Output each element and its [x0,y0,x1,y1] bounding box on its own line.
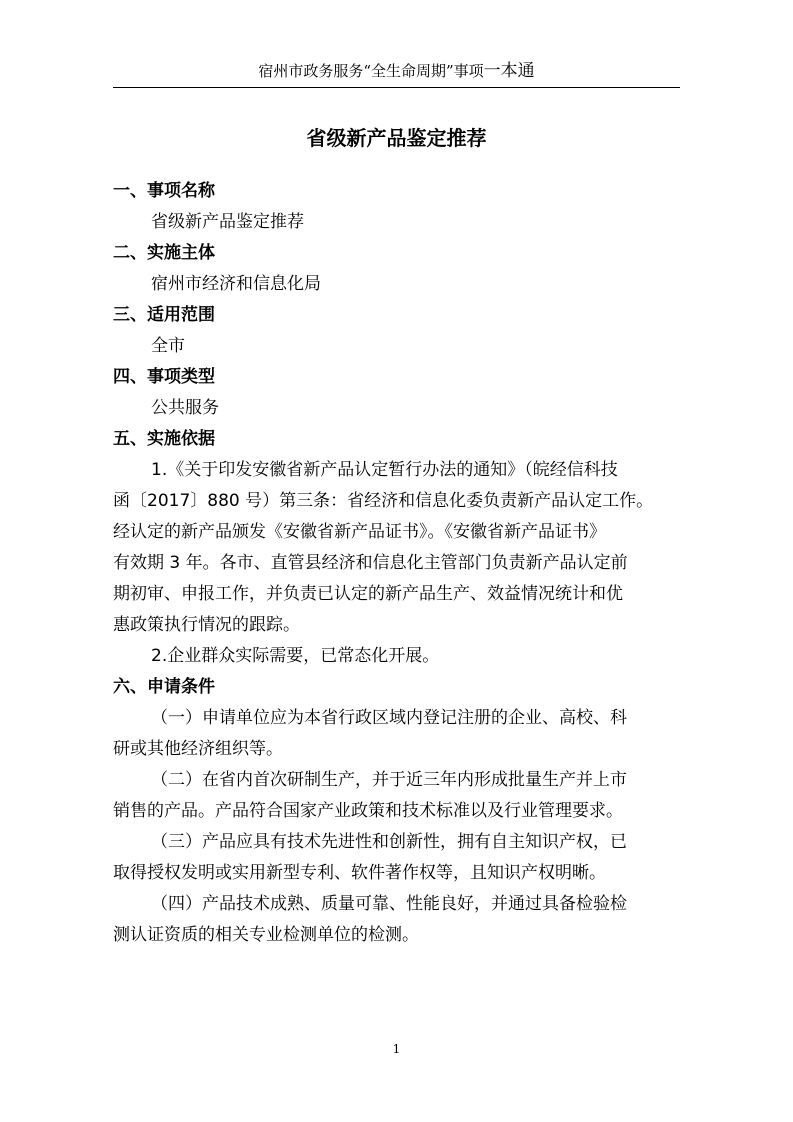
condition-line: （四）产品技术成熟、质量可靠、性能良好，并通过具备检验检 [151,894,627,914]
section-heading-type: 四、事项类型 [113,367,215,387]
section-heading-name: 一、事项名称 [113,181,215,201]
condition-line: 取得授权发明或实用新型专利、软件著作权等，且知识产权明晰。 [113,863,606,883]
condition-line: 销售的产品。产品符合国家产业政策和技术标准以及行业管理要求。 [113,801,623,821]
section-value-name: 省级新产品鉴定推荐 [151,212,304,232]
document-title: 省级新产品鉴定推荐 [306,126,487,150]
basis-line: 函〔2017〕880 号）第三条：省经济和信息化委负责新产品认定工作。 [113,491,654,511]
header-rule [113,87,680,88]
section-heading-basis: 五、实施依据 [113,429,215,449]
section-value-implementer: 宿州市经济和信息化局 [151,274,321,294]
basis-line: 经认定的新产品颁发《安徽省新产品证书》。《安徽省新产品证书》 [113,522,606,542]
section-value-scope: 全市 [151,336,185,356]
condition-line: 测认证资质的相关专业检测单位的检测。 [113,925,419,945]
condition-line: （三）产品应具有技术先进性和创新性，拥有自主知识产权，已 [151,832,627,852]
basis-line: 1.《关于印发安徽省新产品认定暂行办法的通知》（皖经信科技 [151,460,618,480]
basis-line: 期初审、申报工作，并负责已认定的新产品生产、效益情况统计和优 [113,584,623,604]
running-header-text: 宿州市政务服务“全生命周期”事项 [258,62,484,80]
section-heading-conditions: 六、申请条件 [113,677,215,697]
section-heading-scope: 三、适用范围 [113,305,215,325]
basis-line: 有效期 3 年。各市、直管县经济和信息化主管部门负责新产品认定前 [113,553,628,573]
page-number: 1 [392,1042,401,1056]
basis-line: 惠政策执行情况的跟踪。 [113,615,300,635]
condition-line: （二）在省内首次研制生产，并于近三年内形成批量生产并上市 [151,770,627,790]
section-heading-implementer: 二、实施主体 [113,243,215,263]
basis-line: 2.企业群众实际需要，已常态化开展。 [151,646,440,666]
running-header-emphasis: 一本通 [483,61,535,81]
section-value-type: 公共服务 [151,398,219,418]
condition-line: 研或其他经济组织等。 [113,739,283,759]
running-header [0,60,793,82]
condition-line: （一）申请单位应为本省行政区域内登记注册的企业、高校、科 [151,708,627,728]
